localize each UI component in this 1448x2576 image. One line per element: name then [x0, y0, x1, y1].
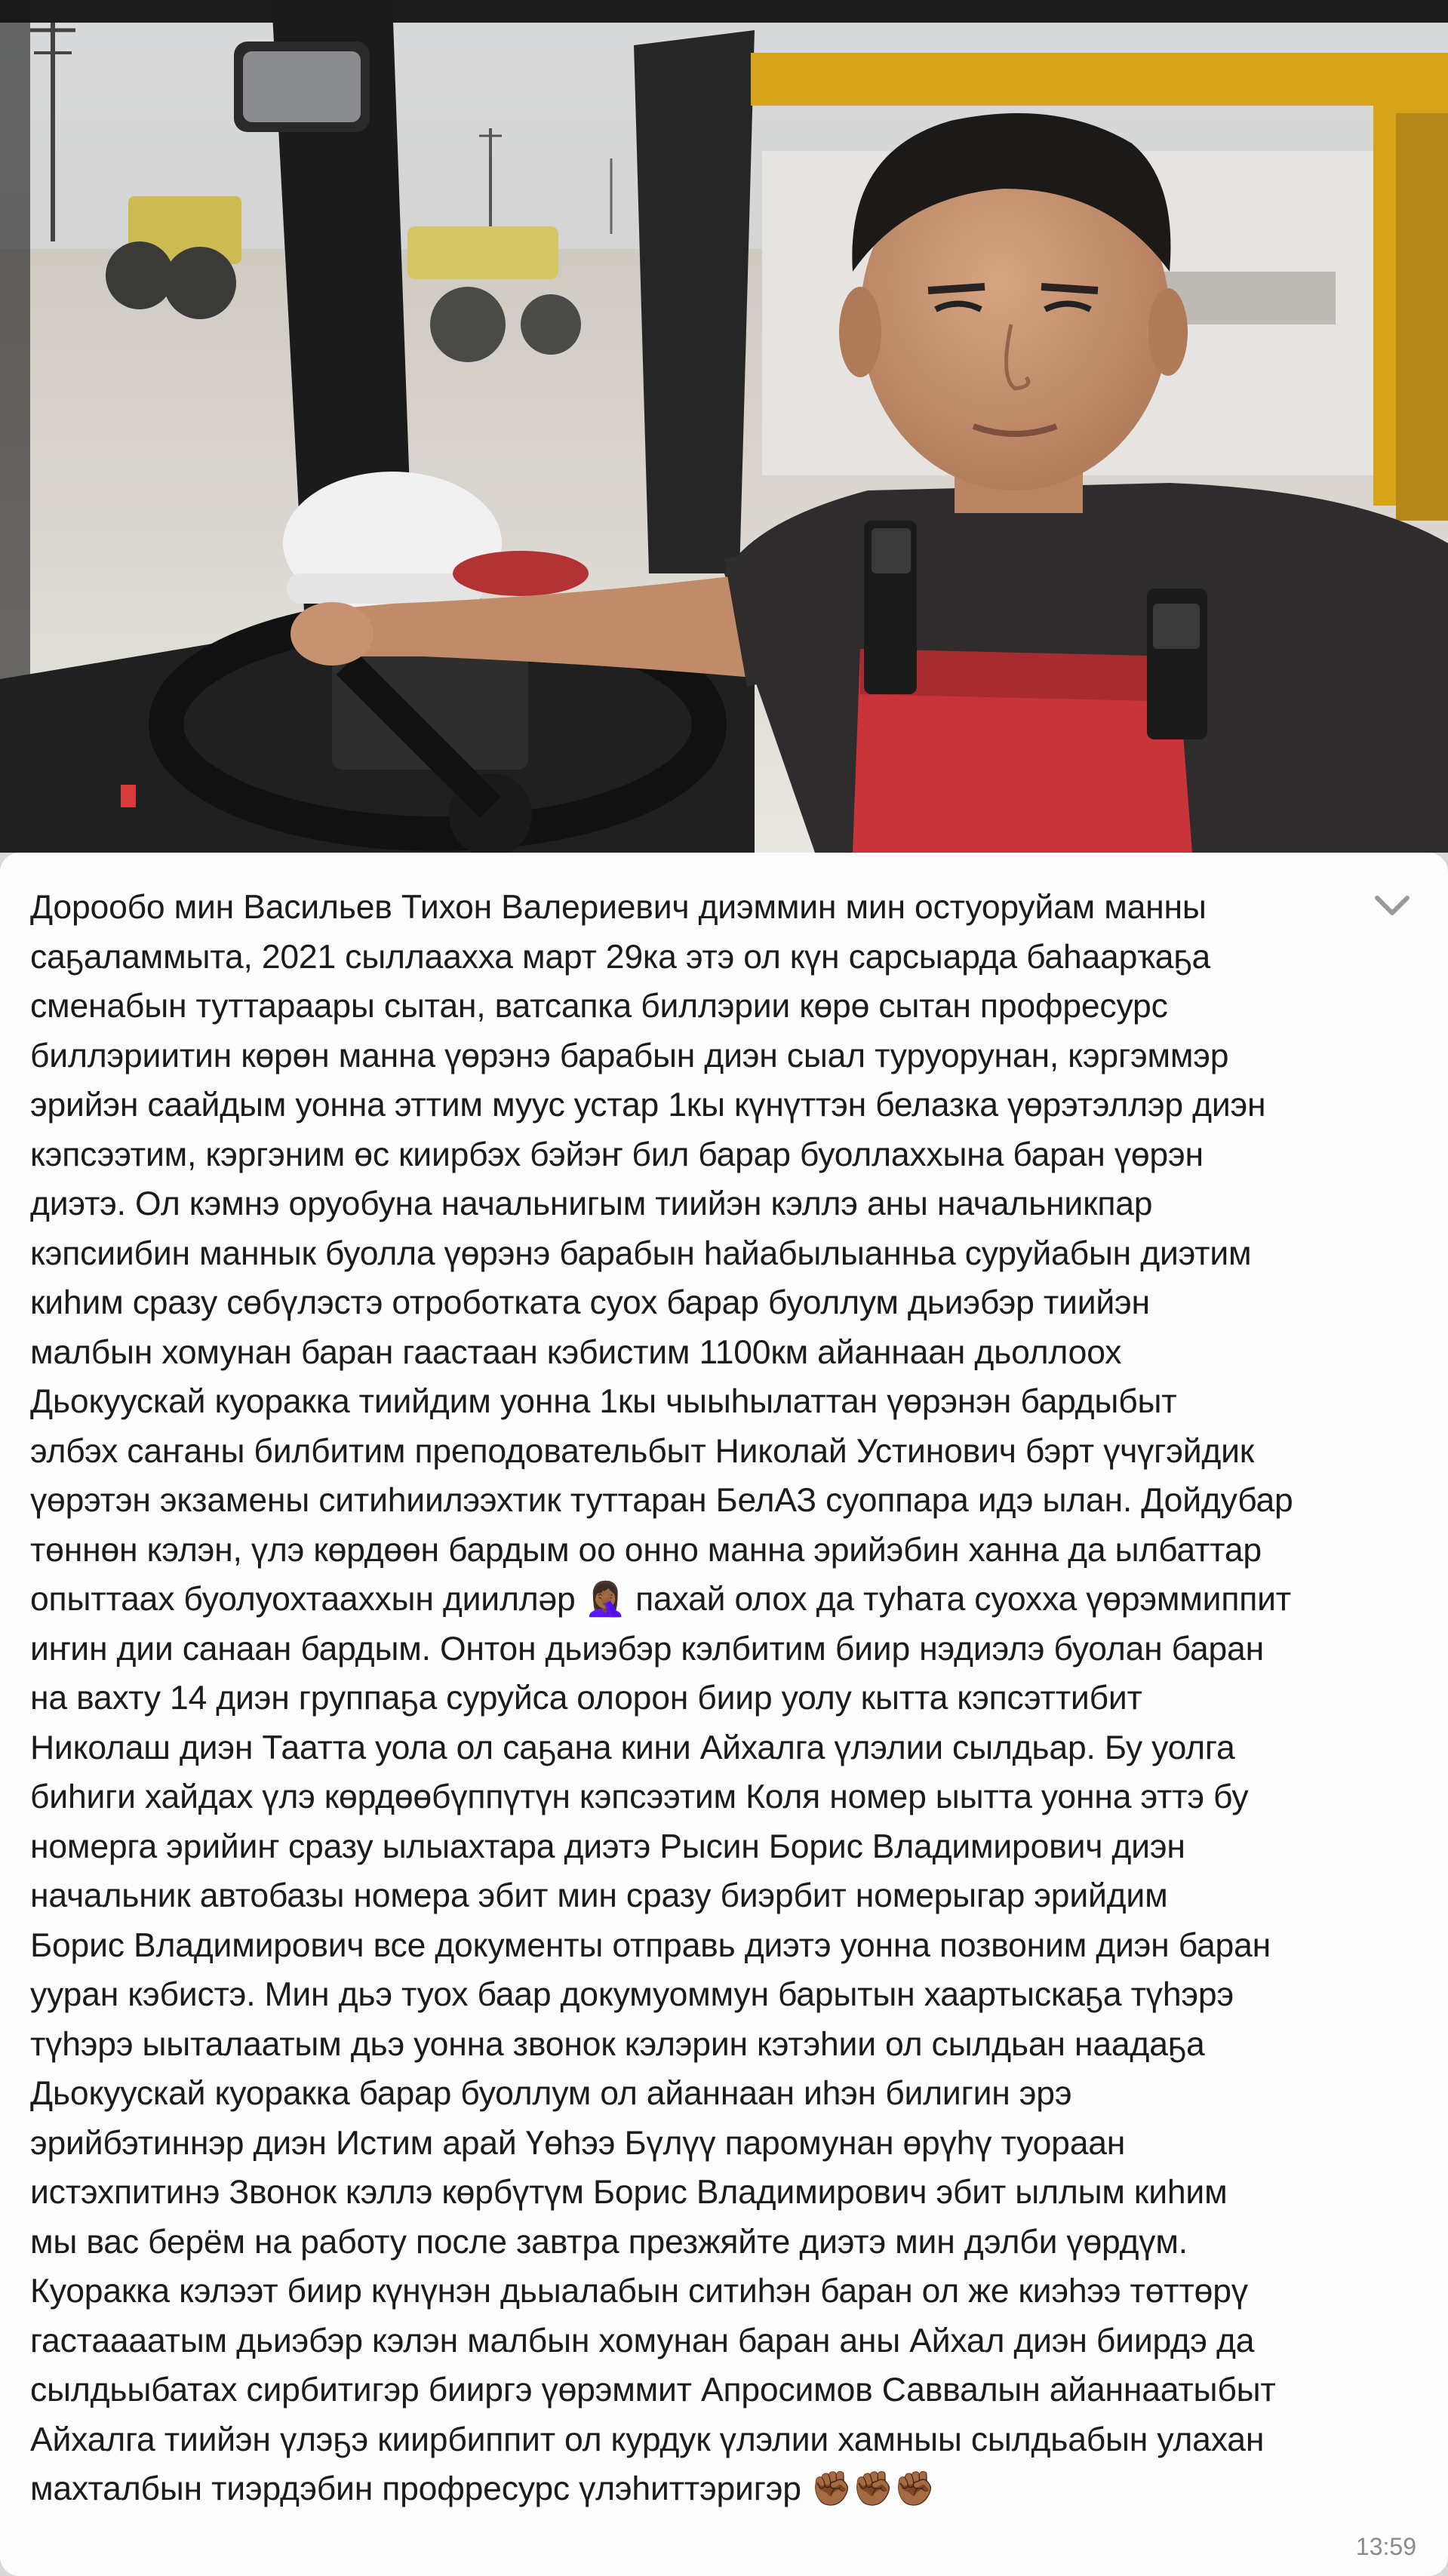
- message-bubble: [0, 853, 1448, 2576]
- message-timestamp: 13:59: [1355, 2533, 1416, 2560]
- message-text: Дорообо мин Васильев Тихон Валериевич диэммин мин остуоруйам манны саҕаламмыта, 2021 сыллаахха март 29ка этэ ол күн сарсыарда баһаарҡаҕа сменабын туттараары сытан, ватсапка биллэрии көрө сытан профресурс биллэриитин көрөн манна үөрэнэ барабын диэн сыал туруорунан, кэргэммэр эрийэн саайдым уонна эттим муус устар 1кы күнүттэн белазка үөрэтэллэр диэн кэпсээтим, кэргэним өс киирбэх бэйэҥ бил барар буоллаххына баран үөрэн диэтэ. Ол кэмнэ оруобуна начальнигым тиийэн кэллэ аны начальникпар кэпсиибин маннык буолла үөрэнэ барабын һайабылыанньа суруйабын диэтим киһим сразу сөбүлэстэ отроботката суох барар буоллум дьиэбэр тиийэн малбын хомунан баран гаастаан кэбистим 1100км айаннаан дьоллоох Дьокуускай куоракка тиийдим уонна 1кы чыыһылаттан үөрэнэн бардыбыт элбэх саҥаны билбитим преподовательбыт Николай Устинович бэрт үчүгэйдик үөрэтэн экзамены ситиһиилээхтик туттаран БелАЗ суоппара идэ ылан. Дойдубар төннөн кэлэн, үлэ көрдөөн бардым оо онно манна эрийэбин ханна да ылбаттар опыттаах буолуохтааххын диилләр 🤦🏾‍♀️ пахай олох да туһата суохха үөрэммиппит иҥин дии санаан бардым. Онтон дьиэбэр кэлбитим биир нэдиэлэ буолан баран на вахту 14 диэн группаҕа суруйса олорон биир уолу кытта кэпсэттибит Николаш диэн Таатта уола ол саҕана кини Айхалга үлэлии сылдьар. Бу уолга биһиги хайдах үлэ көрдөөбүппүтүн кэпсээтим Коля номер ыытта уонна эттэ бу номерга эрийиҥ сразу ылыахтара диэтэ Рысин Борис Владимирович диэн начальник автобазы номера эбит мин сразу биэрбит номерыгар эрийдим Борис Владимирович все документы отправь диэтэ уонна позвоним диэн баран ууран кэбистэ. Мин дьэ туох баар докумуоммун барытын хаартыскаҕа түһэрэ түһэрэ ыыталаатым дьэ уонна звонок кэлэрин кэтэһии ол сылдьан наадаҕа Дьокуускай куоракка барар буоллум ол айаннаан иһэн билигин эрэ эрийбэтиннэр диэн Истим арай Үөһээ Бүлүү паромунан өрүһү туораан истэхпитинэ Звонок кэллэ көрбүтүм Борис Владимирович эбит ыллым киһим мы вас берём на работу после завтра презжяйте диэтэ мин дэлби үөрдүм. Куоракка кэлээт биир күнүнэн дьыалабын ситиһэн баран ол же киэһээ төттөрү гастаааатым дьиэбэр кэлэн малбын хомунан баран аны Айхал диэн биирдэ да сылдьыбатах сирбитигэр бииргэ үөрэммит Апросимов Саввалын айаннаатыбыт Айхалга тиийэн үлэҕэ киирбиппит ол курдук үлэлии хамныы сылдьабын улахан махталбын тиэрдэбин профресурс үлэһиттэригэр ✊🏾✊🏾✊🏾: [30, 889, 1293, 2507]
- photo-illustration: [0, 0, 1448, 853]
- chevron-down-icon[interactable]: [1371, 890, 1413, 921]
- message-photo[interactable]: [0, 0, 1448, 853]
